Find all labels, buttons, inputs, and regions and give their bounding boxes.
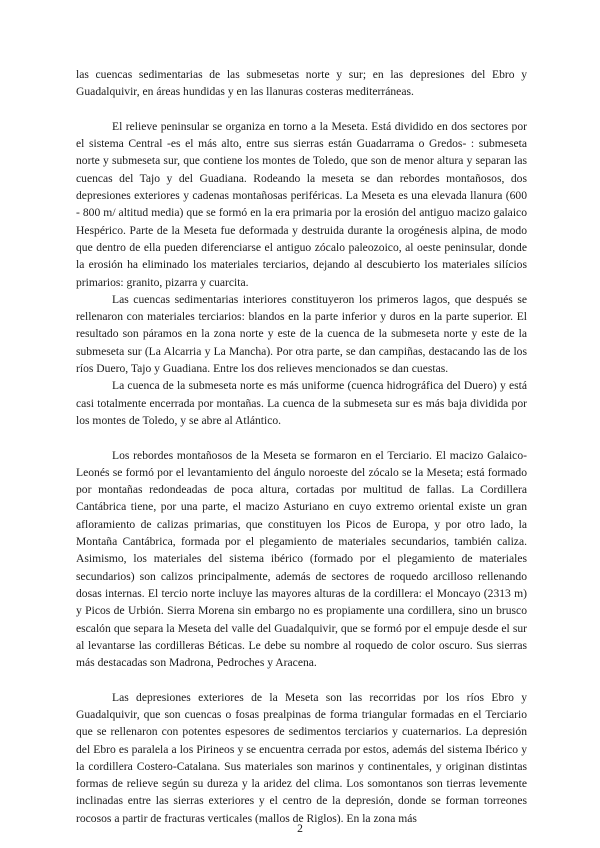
page-number: 2 xyxy=(297,822,303,835)
paragraph-depresiones-exteriores: Las depresiones exteriores de la Meseta son las recorridas por los ríos Ebro y Guadalquivir, que son cuencas o fosas prealpinas de forma triangular formadas en el Terciario que se rellenaron con potentes espesores de sedimentos terciarios y cuaternarios. La depresión del Ebro es paralela a los Pirineos y se encuentra cerrada por estos, además del sistema Ibérico y la cordillera Costero-Catalana. Sus materiales son marinos y continentales, y originan distintas formas de relieve según su dureza y la aridez del clima. Los somontanos son tierras levemente inclinadas entre las sierras exteriores y el centro de la depresión, donde se forman torreones rocosos a partir de fracturas verticales (mallos de Riglos). En la zona más xyxy=(76,690,527,825)
paragraph-cuenca-submeseta: La cuenca de la submeseta norte es más uniforme (cuenca hidrográfica del Duero) y está casi totalmente encerrada por montañas. La cuenca de la submeseta sur es más baja dividida por los montes de Toledo, y se abre al Atlántico. xyxy=(76,379,527,427)
paragraph-continuation: las cuencas sedimentarias de las submesetas norte y sur; en las depresiones del Ebro y Guadalquivir, en áreas hundidas y en las llanuras costeras mediterráneas. xyxy=(76,68,527,99)
paragraph-relieve-peninsular: El relieve peninsular se organiza en torno a la Meseta. Está dividido en dos sectores por el sistema Central -es el más alto, entre sus sierras están Guadarrama o Gredos- : submeseta norte y submeseta sur, que contiene los montes de Toledo, que son de menor altura y separan las cuencas del Tajo y del Guadiana. Rodeando la meseta se dan rebordes montañosos, dos depresiones exteriores y cadenas montañosas periféricas. La Meseta es una elevada llanura (600 - 800 m/ altitud media) que se formó en la era primaria por la erosión del antiguo macizo galaico Hespérico. Parte de la Meseta fue deformada y destruida durante la orogénesis alpina, de modo que dentro de ella pueden diferenciarse el antiguo zócalo paleozoico, al oeste peninsular, donde la erosión ha eliminado los materiales terciarios, dejando al descubierto los materiales silícios primarios: granito, pizarra y cuarcita. xyxy=(76,119,527,289)
paragraph-rebordes-montanosos: Los rebordes montañosos de la Meseta se formaron en el Terciario. El macizo Galaico-Leonés se formó por el levantamiento del ángulo noroeste del zócalo se la Meseta; está formado por montañas redondeadas de poca altura, cortadas por multitud de fallas. La Cordillera Cantábrica tiene, por una parte, el macizo Asturiano en cuyo extremo oriental existe un gran afloramiento de calizas primarias, que constituyen los Picos de Europa, y por otro lado, la Montaña Cantábrica, formada por el plegamiento de materiales secundarios, también caliza. Asimismo, los materiales del sistema ibérico (formado por el plegamiento de materiales secundarios) son calizos principalmente, además de sectores de roquedo arcilloso rellenando dosas internas. El tercio norte incluye las mayores alturas de la cordillera: el Moncayo (2313 m) y Picos de Urbión. Sierra Morena sin embargo no es propiamente una cordillera, sino un brusco escalón que separa la Meseta del valle del Guadalquivir, que se formó por el empuje desde el sur al levantarse las cordilleras Béticas. Le debe su nombre al roquedo de color oscuro. Sus sierras más destacadas son Madrona, Pedroches y Aracena. xyxy=(76,448,527,670)
paragraph-cuencas-sedimentarias: Las cuencas sedimentarias interiores constituyeron los primeros lagos, que después se rellenaron con materiales terciarios: blandos en la parte inferior y duros en la parte superior. El resultado son páramos en la zona norte y este de la cuenca de la submeseta norte y este de la submeseta sur (La Alcarria y La Mancha). Por otra parte, se dan campiñas, destacando las de los ríos Duero, Tajo y Guadiana. Entre los dos relieves mencionados se dan cuestas. xyxy=(76,292,527,376)
